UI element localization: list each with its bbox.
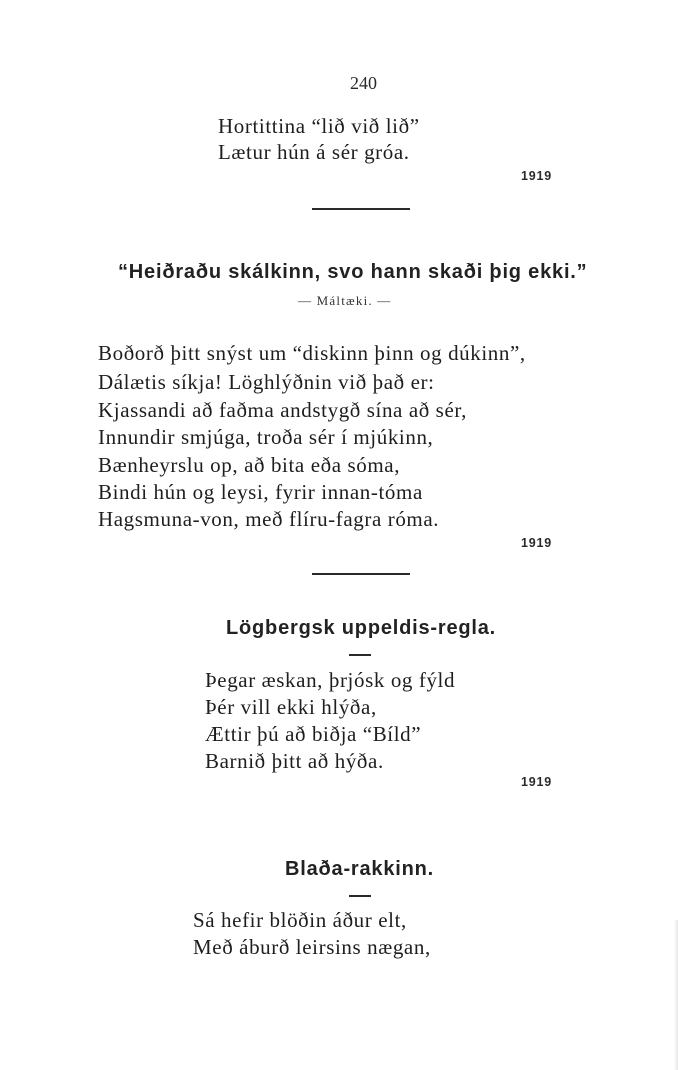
poem-title: Blaða-rakkinn. — [285, 858, 435, 880]
poem-title: Lögbergsk uppeldis-regla. — [226, 617, 497, 639]
poem-line: Með áburð leirsins nægan, — [193, 935, 431, 959]
page-edge-shadow — [674, 920, 678, 1070]
poem-line: Innundir smjúga, troða sér í mjúkinn, — [98, 425, 434, 449]
section-divider — [312, 208, 410, 210]
poem-line: Barnið þitt að hýða. — [205, 749, 384, 773]
poem-line: Þér vill ekki hlýða, — [205, 695, 377, 719]
poem-year: 1919 — [521, 536, 553, 550]
title-dash — [349, 654, 371, 656]
poem-year: 1919 — [521, 775, 553, 789]
page-number: 240 — [350, 73, 377, 93]
poem-line: Hortittina “lið við lið” — [218, 114, 420, 138]
title-dash — [349, 895, 371, 897]
poem-line: Bindi hún og leysi, fyrir innan-tóma — [98, 480, 423, 504]
poem-line: Kjassandi að faðma andstygð sína að sér, — [98, 398, 467, 422]
poem-line: Hagsmuna-von, með flíru-fagra róma. — [98, 507, 440, 531]
poem-title: “Heiðraðu skálkinn, svo hann skaði þig ekki.” — [118, 261, 588, 283]
poem-line: Lætur hún á sér gróa. — [218, 140, 410, 164]
poem-line: Boðorð þitt snýst um “diskinn þinn og dúkinn”, — [98, 341, 526, 365]
poem-line: Þegar æskan, þrjósk og fýld — [205, 668, 456, 692]
poem-source: — Máltæki. — — [298, 293, 392, 308]
poem-line: Bænheyrslu op, að bita eða sóma, — [98, 453, 401, 477]
poem-line: Ættir þú að biðja “Bíld” — [205, 722, 422, 746]
poem-year: 1919 — [521, 169, 553, 183]
section-divider — [312, 573, 410, 575]
poem-line: Dálætis síkja! Löghlýðnin við það er: — [98, 370, 435, 394]
poem-line: Sá hefir blöðin áður elt, — [193, 908, 407, 932]
